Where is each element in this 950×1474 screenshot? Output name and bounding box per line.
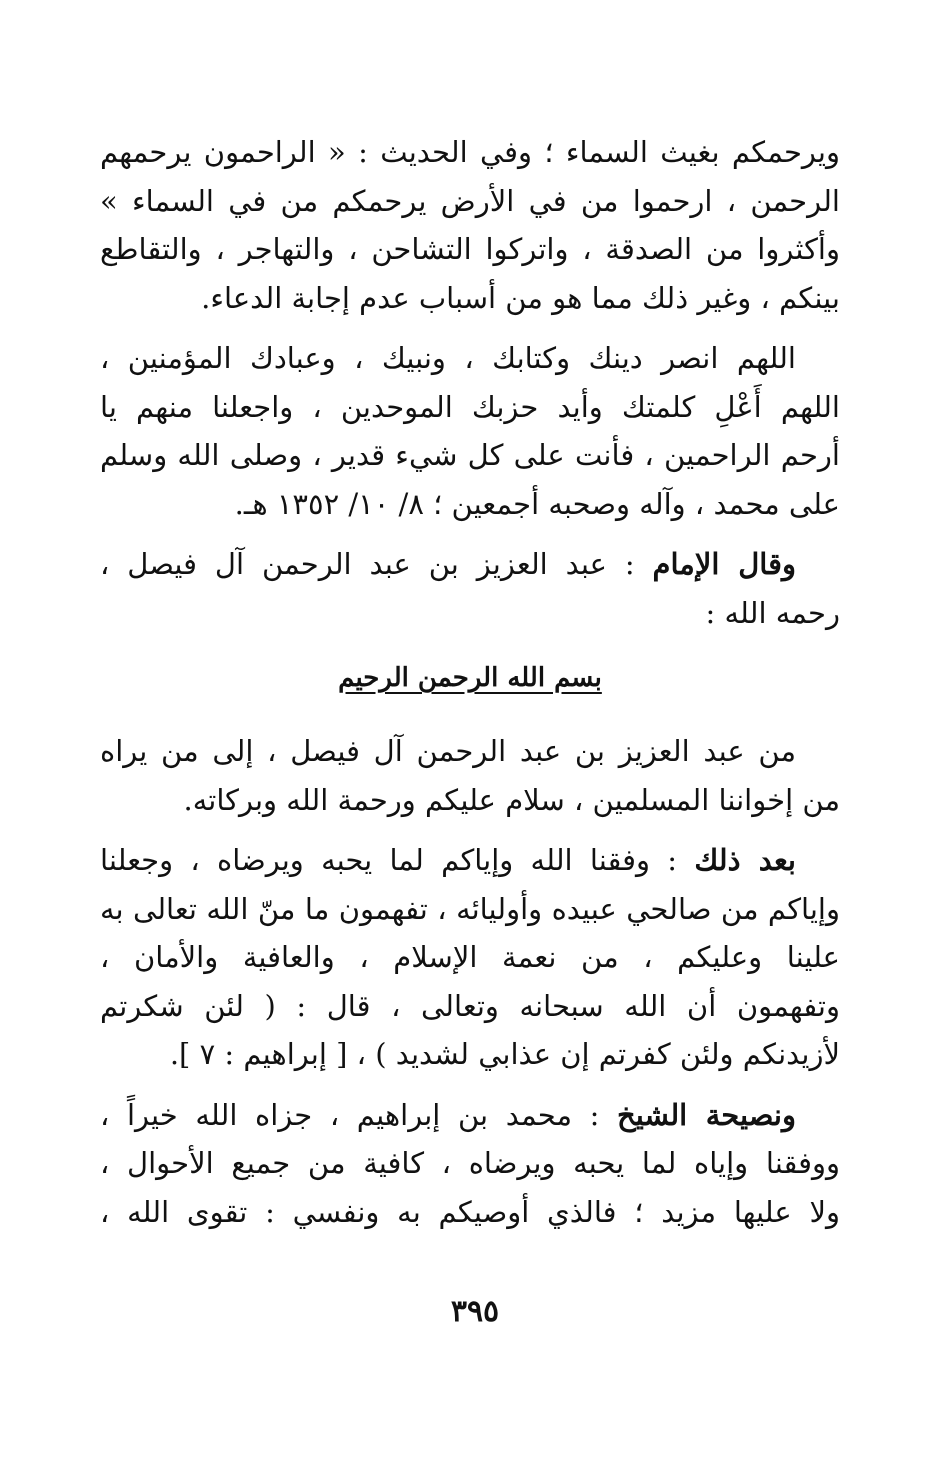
paragraph-letter-opening bbox=[100, 727, 840, 824]
page-number: ٣٩٥ bbox=[450, 1294, 500, 1329]
text-line: وتفهمون أن الله سبحانه وتعالى ، قال : ( لئن شكرتم bbox=[100, 988, 840, 1023]
paragraph-sheikh-advice bbox=[100, 1091, 840, 1237]
text-line: بينكم ، وغير ذلك مما هو من أسباب عدم إجابة الدعاء. bbox=[201, 280, 840, 315]
text-line: من عبد العزيز بن عبد الرحمن آل فيصل ، إلى من يراه bbox=[100, 734, 796, 768]
after-that-rest: : وفقنا الله وإياكم لما يحبه ويرضاه ، وجعلنا bbox=[100, 843, 695, 877]
text-line: ولا عليها مزيد ؛ فالذي أوصيكم به ونفسي : تقوى الله ، bbox=[100, 1194, 840, 1229]
after-that-label: بعد ذلك bbox=[694, 843, 797, 877]
text-line: من إخواننا المسلمين ، سلام عليكم ورحمة الله وبركاته. bbox=[183, 782, 840, 817]
paragraph-after-that bbox=[100, 836, 840, 1079]
text-line: ووفقنا وإياه لما يحبه ويرضاه ، كافية من جميع الأحوال ، bbox=[100, 1146, 840, 1180]
basmala: بسم الله الرحمن الرحيم bbox=[338, 663, 602, 693]
text-line: اللهم أَعْلِ كلمتك وأيد حزبك الموحدين ، واجعلنا منهم يا bbox=[100, 389, 840, 424]
page-body bbox=[100, 128, 840, 1248]
paragraph-rain-mercy bbox=[100, 128, 840, 322]
text-line: على محمد ، وآله وصحبه أجمعين ؛ ٨/ ١٠/ ١٣٥٢ هـ. bbox=[234, 486, 840, 521]
text-line: وأكثروا من الصدقة ، واتركوا التشاحن ، والتهاجر ، والتقاطع bbox=[100, 232, 840, 266]
sheikh-label: ونصيحة الشيخ bbox=[617, 1097, 796, 1132]
text-line bbox=[100, 540, 840, 589]
text-line bbox=[100, 1091, 840, 1140]
text-line: رحمه الله : bbox=[705, 595, 840, 630]
imam-label: وقال الإمام bbox=[652, 547, 796, 581]
text-line: اللهم انصر دينك وكتابك ، ونبيك ، وعبادك المؤمنين ، bbox=[100, 341, 796, 375]
text-line: وإياكم من صالحي عبيده وأوليائه ، تفهمون ما منّ الله تعالى به bbox=[100, 891, 840, 926]
paragraph-imam-intro bbox=[100, 540, 840, 637]
text-line: الرحمن ، ارحموا من في الأرض يرحمكم من في السماء » bbox=[100, 183, 840, 218]
paragraph-supplication bbox=[100, 334, 840, 528]
text-line: لأزيدنكم ولئن كفرتم إن عذابي لشديد ) ، [ إبراهيم : ٧ ]. bbox=[169, 1037, 840, 1071]
imam-name: : عبد العزيز بن عبد الرحمن آل فيصل ، bbox=[100, 547, 653, 581]
sheikh-rest: : محمد بن إبراهيم ، جزاه الله خيراً ، bbox=[100, 1097, 617, 1132]
text-line: أرحم الراحمين ، فأنت على كل شيء قدير ، وصلى الله وسلم bbox=[100, 438, 840, 472]
text-line: علينا وعليكم ، من نعمة الإسلام ، والعافية والأمان ، bbox=[100, 940, 840, 974]
text-line: ويرحمكم بغيث السماء ؛ وفي الحديث : « الراحمون يرحمهم bbox=[100, 135, 840, 169]
text-line bbox=[100, 836, 840, 885]
